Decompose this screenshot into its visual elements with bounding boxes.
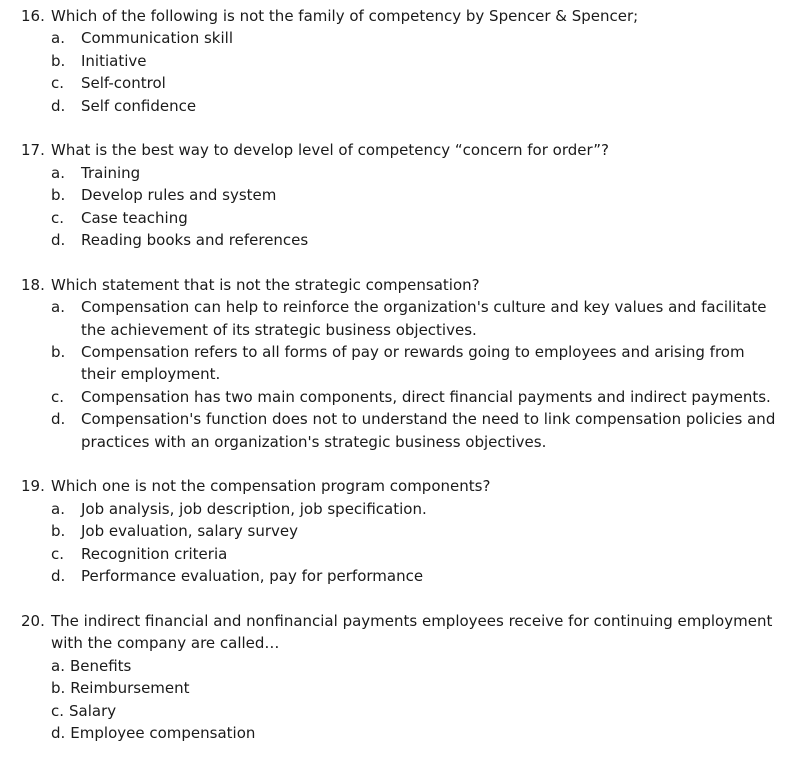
- options-list: [21, 162, 781, 252]
- option-d: [21, 95, 781, 117]
- option-letter: b.: [51, 522, 66, 541]
- question-text: Which of the following is not the family of competency by Spencer & Spencer;: [51, 7, 639, 25]
- option-a: [51, 655, 781, 677]
- option-letter: c.: [51, 544, 65, 563]
- option-text: Performance evaluation, pay for performance: [81, 567, 424, 586]
- question-18: [21, 274, 781, 453]
- option-text: Benefits: [69, 656, 132, 675]
- option-text: Job evaluation, salary survey: [81, 522, 298, 541]
- options-list: [21, 655, 781, 745]
- option-text: Communication skill: [81, 29, 233, 48]
- option-letter: b.: [51, 343, 66, 362]
- option-text: Self-control: [81, 74, 166, 93]
- option-letter: d.: [51, 410, 66, 429]
- option-letter: c.: [51, 701, 65, 720]
- option-text: Self confidence: [81, 96, 197, 115]
- option-text: Training: [81, 163, 141, 182]
- question-text: Which statement that is not the strategic compensation?: [51, 275, 480, 294]
- option-letter: a.: [51, 298, 65, 317]
- option-letter: d.: [51, 231, 66, 250]
- option-letter: b.: [51, 679, 66, 698]
- question-number: 20.: [21, 611, 45, 630]
- option-b: [51, 677, 781, 699]
- option-text: Compensation refers to all forms of pay or rewards going to employees and arising from their employment.: [81, 343, 745, 384]
- option-letter: d.: [51, 567, 66, 586]
- options-list: [21, 296, 781, 453]
- question-number: 17.: [21, 141, 45, 160]
- option-text: Case teaching: [81, 208, 188, 227]
- question-text: Which one is not the compensation program components?: [51, 477, 491, 496]
- option-text: Compensation can help to reinforce the organization's culture and key values and facilitate the achievement of its strategic business objectives.: [81, 298, 767, 339]
- option-a: [21, 162, 781, 184]
- option-b: [21, 520, 781, 542]
- option-b: [21, 341, 781, 386]
- question-17: [21, 139, 781, 251]
- option-letter: c.: [51, 387, 65, 406]
- option-letter: a.: [51, 29, 65, 48]
- option-letter: d.: [51, 96, 66, 115]
- option-c: [21, 207, 781, 229]
- option-c: [21, 386, 781, 408]
- option-b: [21, 50, 781, 72]
- option-d: [21, 565, 781, 587]
- option-letter: a.: [51, 163, 65, 182]
- option-text: Reimbursement: [70, 679, 190, 698]
- options-list: [21, 27, 781, 117]
- question-number: 16.: [21, 7, 45, 25]
- quiz-document: [21, 5, 781, 767]
- option-d: [21, 408, 781, 453]
- option-letter: b.: [51, 186, 66, 205]
- option-b: [21, 184, 781, 206]
- option-c: [21, 543, 781, 565]
- question-number: 18.: [21, 275, 45, 294]
- option-letter: d.: [51, 723, 66, 742]
- option-letter: b.: [51, 51, 66, 70]
- option-text: Initiative: [81, 51, 147, 70]
- option-text: Compensation has two main components, direct financial payments and indirect payments.: [81, 387, 771, 406]
- option-d: [51, 722, 781, 744]
- options-list: [21, 498, 781, 588]
- option-text: Reading books and references: [81, 231, 309, 250]
- question-text: The indirect financial and nonfinancial payments employees receive for continuing employment with the company are called…: [51, 611, 773, 653]
- option-letter: c.: [51, 74, 65, 93]
- option-text: Employee compensation: [70, 723, 256, 742]
- option-text: Recognition criteria: [81, 544, 228, 563]
- option-letter: a.: [51, 656, 65, 675]
- option-text: Develop rules and system: [81, 186, 277, 205]
- option-letter: a.: [51, 499, 65, 518]
- question-text: What is the best way to develop level of competency “concern for order”?: [51, 141, 610, 160]
- option-a: [21, 498, 781, 520]
- option-text: Job analysis, job description, job specification.: [81, 499, 427, 518]
- question-16: [21, 5, 781, 117]
- option-c: [21, 72, 781, 94]
- option-c: [51, 700, 781, 722]
- option-a: [21, 27, 781, 49]
- question-20: [21, 610, 781, 744]
- option-text: Compensation's function does not to understand the need to link compensation policies and practices with an organization's strategic business objectives.: [81, 410, 776, 451]
- question-number: 19.: [21, 477, 45, 496]
- option-letter: c.: [51, 208, 65, 227]
- option-text: Salary: [69, 701, 117, 720]
- question-19: [21, 475, 781, 587]
- option-a: [21, 296, 781, 341]
- option-d: [21, 229, 781, 251]
